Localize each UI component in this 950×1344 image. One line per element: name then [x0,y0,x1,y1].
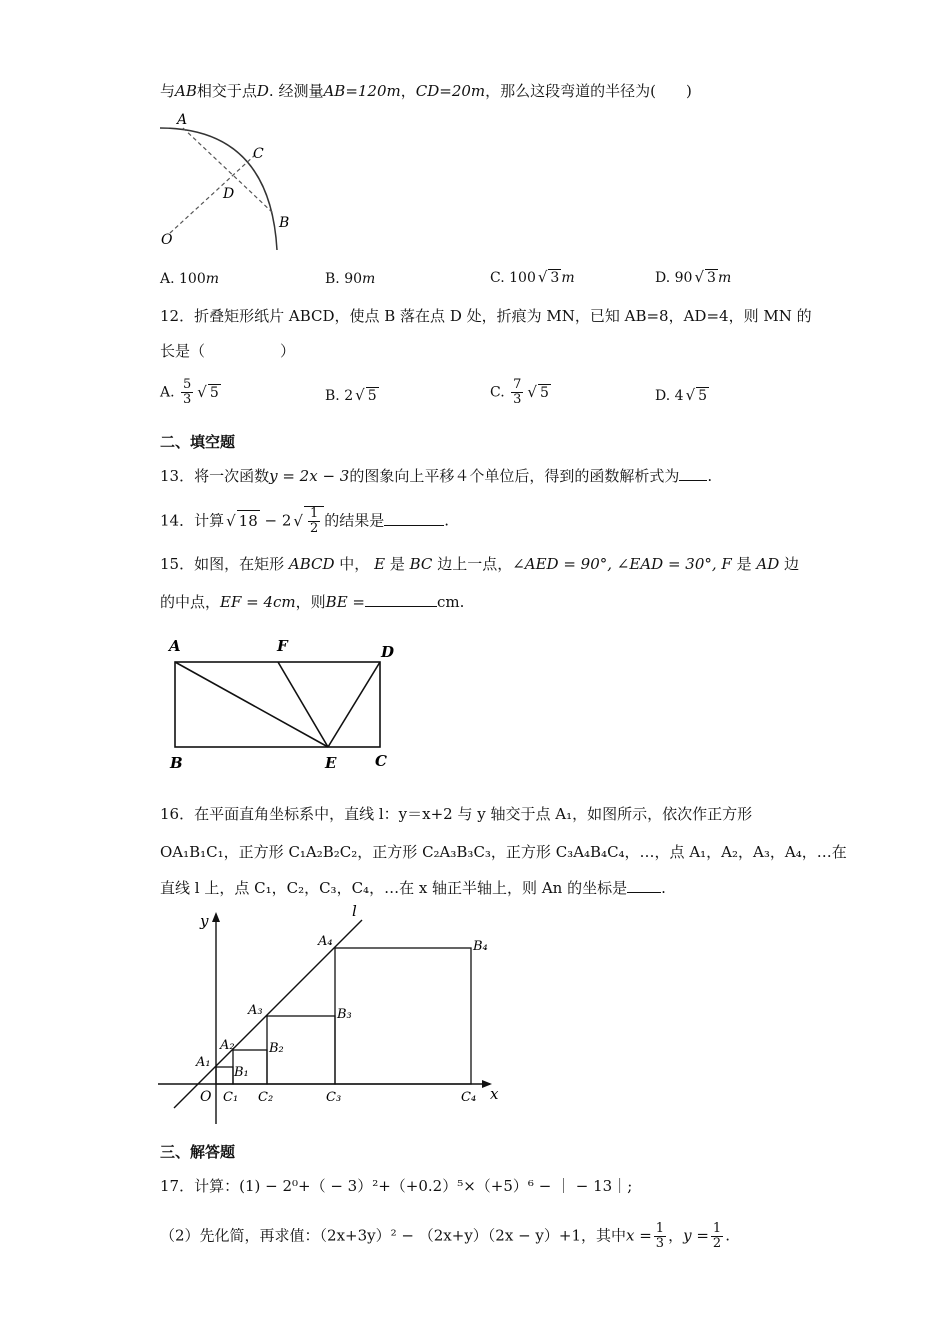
q17-part2: （2）先化简，再求值：（2x+3y）² − （2x+y）（2x − y）+1，其中x = $\frac{1}{3}$ ，y = $\frac{1}{2}$ . [160,1221,730,1251]
q11-option-b[interactable]: B. 90m [325,271,376,287]
label-O: O [161,232,173,248]
line-l [174,920,362,1108]
q11-stem: 与AB相交于点D. 经测量AB=120m，CD=20m，那么这段弯道的半径为( ) [160,82,692,100]
q12-stem-line2: 长是（ ） [160,342,296,360]
y-axis-arrow [212,912,220,922]
q13-stem: 13．将一次函数y = 2x − 3的图象向上平移４个单位后，得到的函数解析式为 . [160,467,713,485]
label-C: C [253,146,264,162]
label-B4: B₄ [473,939,488,954]
q12-option-b[interactable]: B. 2 √ 5 [325,386,377,404]
label-B: B [170,754,183,772]
label-A1: A₁ [196,1055,211,1070]
square-4 [335,948,471,1084]
q16-answer-blank[interactable] [627,878,661,893]
q16-stem-line2: OA₁B₁C₁，正方形 C₁A₂B₂C₂，正方形 C₂A₃B₃C₃，正方形 C₃A₄B₄C₄，…，点 A₁，A₂，A₃，A₄，…在 [160,843,847,861]
label-A4: A₄ [318,934,333,949]
rect-ABCD [175,662,380,747]
q15-answer-blank[interactable] [365,592,437,607]
q12-option-c[interactable]: C. $\frac{7}{3}$ √ 5 [490,377,549,407]
q14-stem: 14．计算 √ 18 − 2 √ $\frac{1}{2}$ 的结果是 . [160,506,450,536]
q14-answer-blank[interactable] [384,511,444,526]
label-A2: A₂ [220,1038,235,1053]
q17-part1: 17．计算：(1) − 2⁰+（ − 3）²+（+0.2）⁵×（+5）⁶ − ｜ − 13｜; [160,1177,633,1195]
q11-option-a[interactable]: A. 100m [160,271,220,287]
q12-option-a[interactable]: A. $\frac{5}{3}$ √ 5 [160,377,219,407]
label-C: C [375,752,387,770]
section-solve-heading: 三、解答题 [160,1143,236,1161]
section-fill-in-heading: 二、填空题 [160,433,236,451]
q12-option-d[interactable]: D. 4 √ 5 [655,386,708,404]
segment-FE [278,662,328,747]
label-D: D [223,186,235,202]
q11-option-d[interactable]: D. 90 √ 3 m [655,268,732,286]
label-C2: C₂ [258,1090,274,1105]
q16-stem-line1: 16．在平面直角坐标系中，直线 l：y＝x+2 与 y 轴交于点 A₁，如图所示，依次作正方形 [160,805,753,823]
label-O: O [200,1089,212,1105]
square-1 [216,1067,233,1084]
q11-option-c[interactable]: C. 100 √ 3 m [490,268,575,286]
label-C4: C₄ [461,1090,477,1105]
label-B: B [279,215,290,231]
label-E: E [325,754,337,772]
q13-answer-blank[interactable] [679,466,707,481]
q12-stem-line1: 12．折叠矩形纸片 ABCD，使点 B 落在点 D 处，折痕为 MN，已知 AB=8，AD=4，则 MN 的 [160,307,812,325]
label-y: y [200,912,209,930]
segment-DE [328,662,380,747]
label-F: F [277,637,288,655]
label-C3: C₃ [326,1090,342,1105]
label-D: D [381,643,395,661]
q11-arc-figure [155,110,295,260]
label-C1: C₁ [223,1090,239,1105]
segment-AE [175,662,328,747]
q15-stem-line2: 的中点，EF = 4cm，则BE = cm. [160,593,465,611]
label-A: A [177,112,188,128]
label-A: A [169,637,181,655]
label-x: x [490,1085,499,1103]
label-B2: B₂ [269,1041,284,1056]
label-l: l [352,902,357,920]
q15-rectangle-figure [165,635,405,775]
label-B1: B₁ [234,1065,249,1080]
radius-OC [170,155,255,233]
label-B3: B₃ [337,1007,352,1022]
label-A3: A₃ [248,1003,263,1018]
q16-coordinate-figure [150,900,510,1130]
q15-stem-line1: 15．如图，在矩形 ABCD 中， E 是 BC 边上一点，∠AED = 90°, ∠EAD = 30°, F 是 AD 边 [160,555,800,573]
q16-stem-line3: 直线 l 上，点 C₁，C₂，C₃，C₄，…在 x 轴正半轴上，则 An 的坐标是 . [160,879,666,897]
